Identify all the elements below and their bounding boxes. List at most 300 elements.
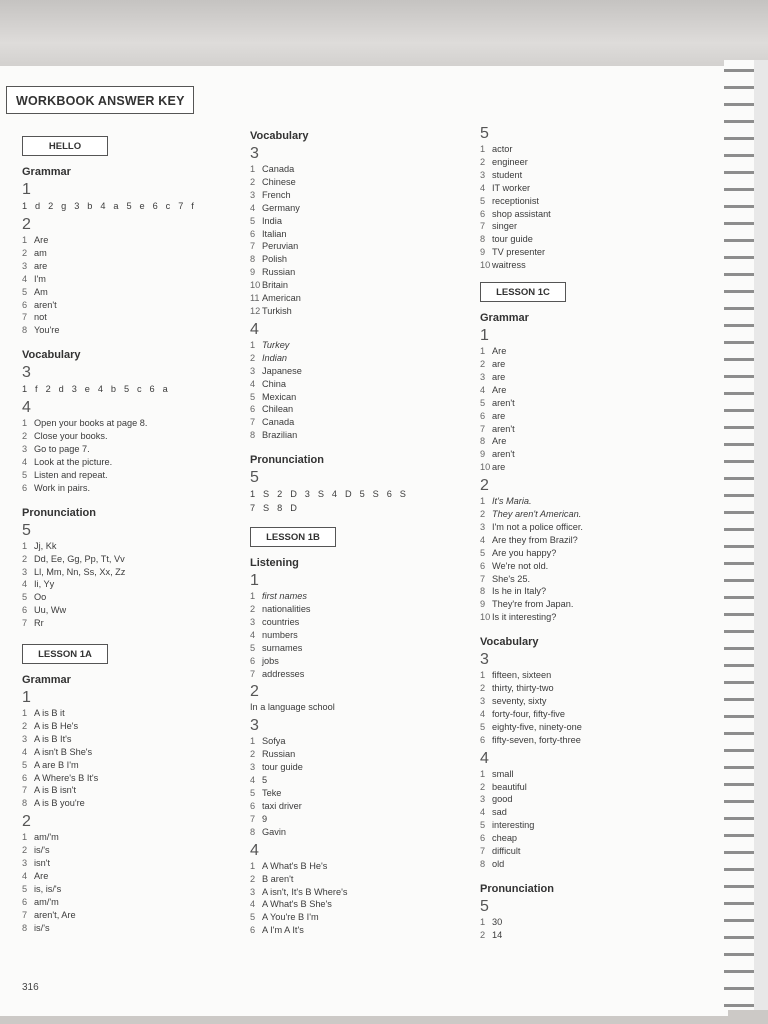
item-number: 3 bbox=[480, 371, 486, 382]
item-text: 9 bbox=[262, 813, 268, 824]
item-text: aren't bbox=[34, 299, 57, 310]
item-text: Ll, Mm, Nn, Ss, Xx, Zz bbox=[34, 566, 126, 577]
item-number: 5 bbox=[22, 759, 28, 770]
item-text: Are bbox=[492, 436, 507, 447]
item-text: I'm bbox=[34, 273, 46, 284]
item-text: waitress bbox=[492, 260, 526, 271]
item-number: 1 bbox=[22, 540, 28, 551]
item-number: 2 bbox=[480, 156, 486, 167]
item-text: fifteen, sixteen bbox=[492, 670, 552, 681]
answer-item bbox=[480, 832, 710, 845]
item-number: 5 bbox=[22, 286, 28, 297]
item-text: Jj, Kk bbox=[34, 540, 57, 551]
column-2 bbox=[250, 130, 470, 937]
answer-list bbox=[250, 860, 470, 937]
answer-list bbox=[250, 339, 470, 442]
item-text: Peruvian bbox=[262, 241, 299, 252]
section-heading: Grammar bbox=[22, 674, 71, 687]
answer-item bbox=[480, 169, 710, 182]
item-number: 1 bbox=[480, 346, 486, 357]
item-text: A is B He's bbox=[34, 720, 79, 731]
item-text: forty-four, fifty-five bbox=[492, 708, 566, 719]
exercise-number: 3 bbox=[22, 364, 31, 382]
item-number: 8 bbox=[250, 254, 256, 265]
answer-item bbox=[22, 707, 237, 720]
item-text: countries bbox=[262, 616, 300, 627]
answer-item bbox=[480, 410, 710, 423]
answer-item bbox=[480, 560, 710, 573]
item-number: 3 bbox=[250, 886, 256, 897]
answer-item bbox=[22, 831, 237, 844]
item-number: 6 bbox=[480, 208, 486, 219]
answer-item bbox=[250, 735, 470, 748]
answer-item bbox=[22, 909, 237, 922]
answer-item bbox=[480, 734, 710, 747]
answer-item bbox=[480, 156, 710, 169]
item-number: 6 bbox=[250, 404, 256, 415]
exercise-number: 4 bbox=[250, 320, 259, 338]
section-heading: Listening bbox=[250, 557, 299, 570]
item-number: 1 bbox=[250, 591, 256, 602]
item-number: 5 bbox=[250, 391, 256, 402]
item-text: old bbox=[492, 858, 505, 869]
item-number: 3 bbox=[480, 169, 486, 180]
item-text: Canada bbox=[262, 164, 295, 174]
answer-item bbox=[480, 682, 710, 695]
item-number: 6 bbox=[22, 896, 28, 907]
item-number: 4 bbox=[480, 534, 486, 545]
answer-item bbox=[22, 443, 237, 456]
item-text: 5 bbox=[262, 775, 268, 786]
item-number: 8 bbox=[480, 586, 486, 597]
item-text: Are bbox=[492, 346, 507, 357]
item-text: A What's B He's bbox=[262, 860, 328, 871]
item-text: Rr bbox=[34, 618, 44, 629]
answer-item bbox=[22, 553, 237, 566]
answer-item bbox=[250, 898, 470, 911]
item-number: 7 bbox=[22, 785, 28, 796]
answer-item bbox=[250, 616, 470, 629]
item-text: They're from Japan. bbox=[492, 599, 574, 610]
item-number: 2 bbox=[480, 781, 486, 792]
item-number: 7 bbox=[480, 846, 486, 857]
lesson-1c-label: LESSON 1C bbox=[480, 282, 566, 302]
item-text: B aren't bbox=[262, 873, 294, 884]
item-text: thirty, thirty-two bbox=[492, 683, 554, 694]
item-number: 1 bbox=[22, 418, 28, 429]
item-text: Indian bbox=[262, 352, 288, 363]
answer-line: In a language school bbox=[250, 702, 335, 713]
answer-item bbox=[480, 858, 710, 871]
item-number: 3 bbox=[22, 733, 28, 744]
answer-item bbox=[250, 429, 470, 442]
item-number: 9 bbox=[480, 599, 486, 610]
answer-item bbox=[22, 456, 237, 469]
item-number: 2 bbox=[480, 358, 486, 369]
item-number: 3 bbox=[250, 365, 256, 376]
item-text: A is B you're bbox=[34, 798, 85, 809]
answer-item bbox=[250, 253, 470, 266]
item-text: aren't bbox=[492, 397, 515, 408]
item-number: 1 bbox=[250, 736, 256, 747]
section-heading: Pronunciation bbox=[480, 882, 554, 895]
item-number: 1 bbox=[480, 916, 486, 927]
answer-item bbox=[250, 266, 470, 279]
answer-item bbox=[22, 617, 237, 630]
answer-item bbox=[250, 800, 470, 813]
item-number: 8 bbox=[480, 858, 486, 869]
answer-item bbox=[22, 286, 237, 299]
item-number: 8 bbox=[250, 430, 256, 441]
item-text: difficult bbox=[492, 846, 521, 857]
item-number: 3 bbox=[250, 762, 256, 773]
item-number: 7 bbox=[250, 813, 256, 824]
item-number: 6 bbox=[480, 410, 486, 421]
item-text: We're not old. bbox=[492, 560, 549, 571]
answer-item bbox=[250, 279, 470, 292]
answer-line: 1 d 2 g 3 b 4 a 5 e 6 c 7 f bbox=[22, 201, 196, 211]
section-heading: Vocabulary bbox=[22, 349, 81, 362]
answer-item bbox=[480, 423, 710, 436]
item-text: fifty-seven, forty-three bbox=[492, 734, 581, 745]
item-number: 3 bbox=[22, 566, 28, 577]
answer-item bbox=[250, 886, 470, 899]
item-number: 2 bbox=[22, 720, 28, 731]
item-text: Are bbox=[34, 235, 49, 245]
item-text: beautiful bbox=[492, 781, 527, 792]
item-number: 1 bbox=[480, 496, 486, 507]
item-text: Uu, Ww bbox=[34, 605, 67, 616]
answer-item bbox=[480, 195, 710, 208]
answer-item bbox=[480, 143, 710, 156]
item-text: Chinese bbox=[262, 176, 296, 187]
item-text: A are B I'm bbox=[34, 759, 79, 770]
item-text: Work in pairs. bbox=[34, 482, 90, 493]
item-number: 10 bbox=[480, 260, 491, 271]
answer-item bbox=[250, 240, 470, 253]
item-text: Britain bbox=[262, 280, 289, 291]
answer-item bbox=[250, 924, 470, 937]
item-text: China bbox=[262, 378, 287, 389]
answer-item bbox=[480, 585, 710, 598]
answer-item bbox=[250, 189, 470, 202]
item-number: 1 bbox=[480, 768, 486, 779]
answer-item bbox=[22, 591, 237, 604]
item-text: Is it interesting? bbox=[492, 612, 557, 623]
answer-item bbox=[22, 234, 237, 247]
item-text: sad bbox=[492, 807, 507, 818]
item-text: are bbox=[492, 358, 506, 369]
item-text: shop assistant bbox=[492, 208, 551, 219]
scan-top-band bbox=[0, 0, 768, 72]
item-number: 7 bbox=[22, 618, 28, 629]
section-heading: Pronunciation bbox=[22, 506, 96, 519]
answer-item bbox=[22, 604, 237, 617]
item-number: 2 bbox=[250, 176, 256, 187]
item-text: Am bbox=[34, 286, 48, 297]
answer-item bbox=[250, 873, 470, 886]
answer-item bbox=[480, 259, 710, 272]
item-text: Russian bbox=[262, 749, 296, 760]
item-text: TV presenter bbox=[492, 247, 546, 258]
item-text: India bbox=[262, 215, 282, 226]
item-text: Are bbox=[34, 871, 49, 881]
item-number: 2 bbox=[250, 749, 256, 760]
answer-item bbox=[250, 590, 470, 603]
item-number: 6 bbox=[480, 560, 486, 571]
item-text: A isn't B She's bbox=[34, 746, 93, 757]
item-text: Mexican bbox=[262, 391, 297, 402]
item-text: nationalities bbox=[262, 604, 311, 615]
section-heading: Pronunciation bbox=[250, 454, 324, 467]
item-number: 10 bbox=[480, 462, 491, 473]
item-number: 5 bbox=[250, 642, 256, 653]
answer-line: 1 S 2 D 3 S 4 D 5 S 6 S bbox=[250, 489, 408, 500]
answer-item bbox=[480, 845, 710, 858]
item-number: 10 bbox=[250, 280, 261, 291]
item-text: am/'m bbox=[34, 896, 59, 907]
answer-item bbox=[480, 547, 710, 560]
item-number: 8 bbox=[480, 234, 486, 245]
item-number: 7 bbox=[480, 221, 486, 232]
answer-item bbox=[250, 202, 470, 215]
answer-item bbox=[480, 819, 710, 832]
item-number: 5 bbox=[480, 721, 486, 732]
item-number: 2 bbox=[480, 683, 486, 694]
answer-item bbox=[22, 430, 237, 443]
item-number: 1 bbox=[480, 670, 486, 681]
item-text: are bbox=[492, 462, 506, 473]
item-text: Gavin bbox=[262, 826, 287, 837]
section-heading: Grammar bbox=[480, 312, 529, 325]
item-number: 1 bbox=[22, 235, 28, 245]
answer-item bbox=[250, 416, 470, 429]
item-text: Canada bbox=[262, 417, 295, 428]
item-text: are bbox=[492, 371, 506, 382]
item-text: singer bbox=[492, 221, 518, 232]
item-text: aren't, Are bbox=[34, 909, 76, 920]
page-title: WORKBOOK ANSWER KEY bbox=[6, 86, 194, 114]
item-text: tour guide bbox=[262, 762, 303, 773]
answer-item bbox=[22, 273, 237, 286]
item-text: A isn't, It's B Where's bbox=[262, 886, 348, 897]
answer-item bbox=[22, 772, 237, 785]
item-text: aren't bbox=[492, 449, 515, 460]
answer-item bbox=[250, 787, 470, 800]
answer-item bbox=[250, 911, 470, 924]
answer-item bbox=[250, 403, 470, 416]
item-text: eighty-five, ninety-one bbox=[492, 721, 582, 732]
item-text: jobs bbox=[262, 655, 279, 666]
answer-item bbox=[480, 768, 710, 781]
item-text: Ii, Yy bbox=[34, 579, 55, 590]
item-number: 4 bbox=[250, 202, 256, 213]
answer-item bbox=[250, 391, 470, 404]
item-number: 8 bbox=[22, 798, 28, 809]
item-number: 3 bbox=[250, 189, 256, 200]
item-number: 5 bbox=[22, 592, 28, 603]
item-text: Polish bbox=[262, 254, 288, 265]
answer-item bbox=[22, 417, 237, 430]
item-text: A You're B I'm bbox=[262, 912, 319, 923]
item-number: 9 bbox=[480, 247, 486, 258]
exercise-number: 2 bbox=[250, 683, 259, 701]
answer-item bbox=[22, 896, 237, 909]
item-text: interesting bbox=[492, 820, 535, 831]
item-number: 4 bbox=[22, 871, 28, 881]
item-text: Look at the picture. bbox=[34, 456, 113, 467]
item-text: not bbox=[34, 312, 47, 323]
item-text: is, is/'s bbox=[34, 883, 62, 894]
lesson-1b-label: LESSON 1B bbox=[250, 527, 336, 547]
answer-item bbox=[22, 746, 237, 759]
answer-item bbox=[480, 208, 710, 221]
item-text: receptionist bbox=[492, 195, 539, 206]
answer-item bbox=[250, 365, 470, 378]
item-text: You're bbox=[34, 325, 60, 336]
answer-item bbox=[480, 573, 710, 586]
item-number: 10 bbox=[480, 612, 491, 623]
item-text: French bbox=[262, 189, 291, 200]
answer-item bbox=[480, 448, 710, 461]
answer-list bbox=[480, 768, 710, 871]
answer-item bbox=[22, 566, 237, 579]
item-text: are bbox=[34, 260, 48, 271]
item-text: Japanese bbox=[262, 365, 302, 376]
item-text: student bbox=[492, 169, 523, 180]
item-text: A is B It's bbox=[34, 733, 72, 744]
item-number: 8 bbox=[22, 325, 28, 336]
item-number: 6 bbox=[22, 299, 28, 310]
answer-item bbox=[22, 469, 237, 482]
answer-item bbox=[250, 826, 470, 839]
item-text: Close your books. bbox=[34, 431, 108, 442]
answer-item bbox=[480, 397, 710, 410]
answer-item bbox=[480, 508, 710, 521]
item-number: 5 bbox=[22, 469, 28, 480]
column-1 bbox=[22, 130, 237, 935]
item-number: 7 bbox=[250, 417, 256, 428]
item-text: A Where's B It's bbox=[34, 772, 99, 783]
item-text: is/'s bbox=[34, 845, 50, 856]
item-number: 2 bbox=[22, 431, 28, 442]
item-number: 4 bbox=[22, 746, 28, 757]
item-number: 7 bbox=[250, 668, 256, 679]
item-number: 5 bbox=[480, 195, 486, 206]
item-number: 1 bbox=[480, 144, 486, 154]
item-text: Open your books at page 8. bbox=[34, 418, 148, 429]
item-number: 1 bbox=[22, 832, 28, 843]
item-text: Go to page 7. bbox=[34, 444, 90, 455]
item-text: Sofya bbox=[262, 736, 286, 747]
item-number: 11 bbox=[250, 293, 260, 304]
answer-item bbox=[250, 860, 470, 873]
answer-item bbox=[250, 339, 470, 352]
answer-item bbox=[480, 435, 710, 448]
answer-item bbox=[22, 759, 237, 772]
answer-item bbox=[250, 629, 470, 642]
item-text: engineer bbox=[492, 156, 528, 167]
item-number: 7 bbox=[480, 573, 486, 584]
item-number: 5 bbox=[480, 820, 486, 831]
item-number: 2 bbox=[480, 929, 486, 940]
answer-item bbox=[22, 870, 237, 883]
item-number: 3 bbox=[480, 521, 486, 532]
item-number: 3 bbox=[22, 260, 28, 271]
item-text: small bbox=[492, 768, 514, 779]
answer-item bbox=[22, 311, 237, 324]
lesson-hello-label: HELLO bbox=[22, 136, 108, 156]
answer-item bbox=[480, 495, 710, 508]
answer-item bbox=[480, 384, 710, 397]
item-number: 7 bbox=[22, 909, 28, 920]
answer-item bbox=[250, 813, 470, 826]
answer-item bbox=[250, 163, 470, 176]
item-text: surnames bbox=[262, 642, 303, 653]
item-text: aren't bbox=[492, 423, 515, 434]
answer-item bbox=[22, 247, 237, 260]
item-text: Germany bbox=[262, 202, 300, 213]
item-text: Dd, Ee, Gg, Pp, Tt, Vv bbox=[34, 553, 125, 564]
answer-item bbox=[22, 324, 237, 337]
answer-item bbox=[22, 482, 237, 495]
item-text: 30 bbox=[492, 916, 503, 927]
item-text: good bbox=[492, 794, 513, 805]
item-text: seventy, sixty bbox=[492, 696, 547, 706]
answer-list bbox=[250, 163, 470, 318]
exercise-number: 5 bbox=[480, 125, 489, 142]
answer-item bbox=[250, 603, 470, 616]
answer-item bbox=[480, 233, 710, 246]
answer-item bbox=[250, 292, 470, 305]
item-text: taxi driver bbox=[262, 801, 302, 811]
lesson-1a-label: LESSON 1A bbox=[22, 644, 108, 664]
answer-item bbox=[480, 220, 710, 233]
item-number: 7 bbox=[480, 423, 486, 434]
item-number: 4 bbox=[22, 456, 28, 467]
item-number: 3 bbox=[22, 444, 28, 455]
answer-item bbox=[480, 929, 710, 942]
item-text: Russian bbox=[262, 267, 296, 278]
answer-item bbox=[480, 669, 710, 682]
item-text: are bbox=[492, 410, 506, 421]
item-number: 5 bbox=[250, 912, 256, 923]
answer-item bbox=[250, 378, 470, 391]
answer-item bbox=[22, 844, 237, 857]
item-text: A What's B She's bbox=[262, 899, 332, 910]
item-number: 5 bbox=[22, 883, 28, 894]
exercise-number: 2 bbox=[22, 813, 31, 831]
item-text: numbers bbox=[262, 629, 298, 640]
answer-item bbox=[22, 784, 237, 797]
item-number: 12 bbox=[250, 305, 261, 316]
item-text: A is B it bbox=[34, 708, 65, 719]
item-text: It's Maria. bbox=[492, 496, 532, 507]
item-text: addresses bbox=[262, 668, 305, 679]
item-number: 5 bbox=[480, 547, 486, 558]
item-number: 4 bbox=[250, 378, 256, 389]
answer-item bbox=[480, 521, 710, 534]
item-number: 3 bbox=[480, 794, 486, 805]
item-number: 8 bbox=[250, 826, 256, 837]
answer-item bbox=[480, 806, 710, 819]
item-text: isn't bbox=[34, 858, 51, 869]
item-text: They aren't American. bbox=[492, 509, 582, 520]
exercise-number: 4 bbox=[250, 841, 259, 859]
answer-list bbox=[480, 143, 710, 272]
answer-item bbox=[480, 345, 710, 358]
spiral-binding bbox=[724, 60, 768, 1010]
